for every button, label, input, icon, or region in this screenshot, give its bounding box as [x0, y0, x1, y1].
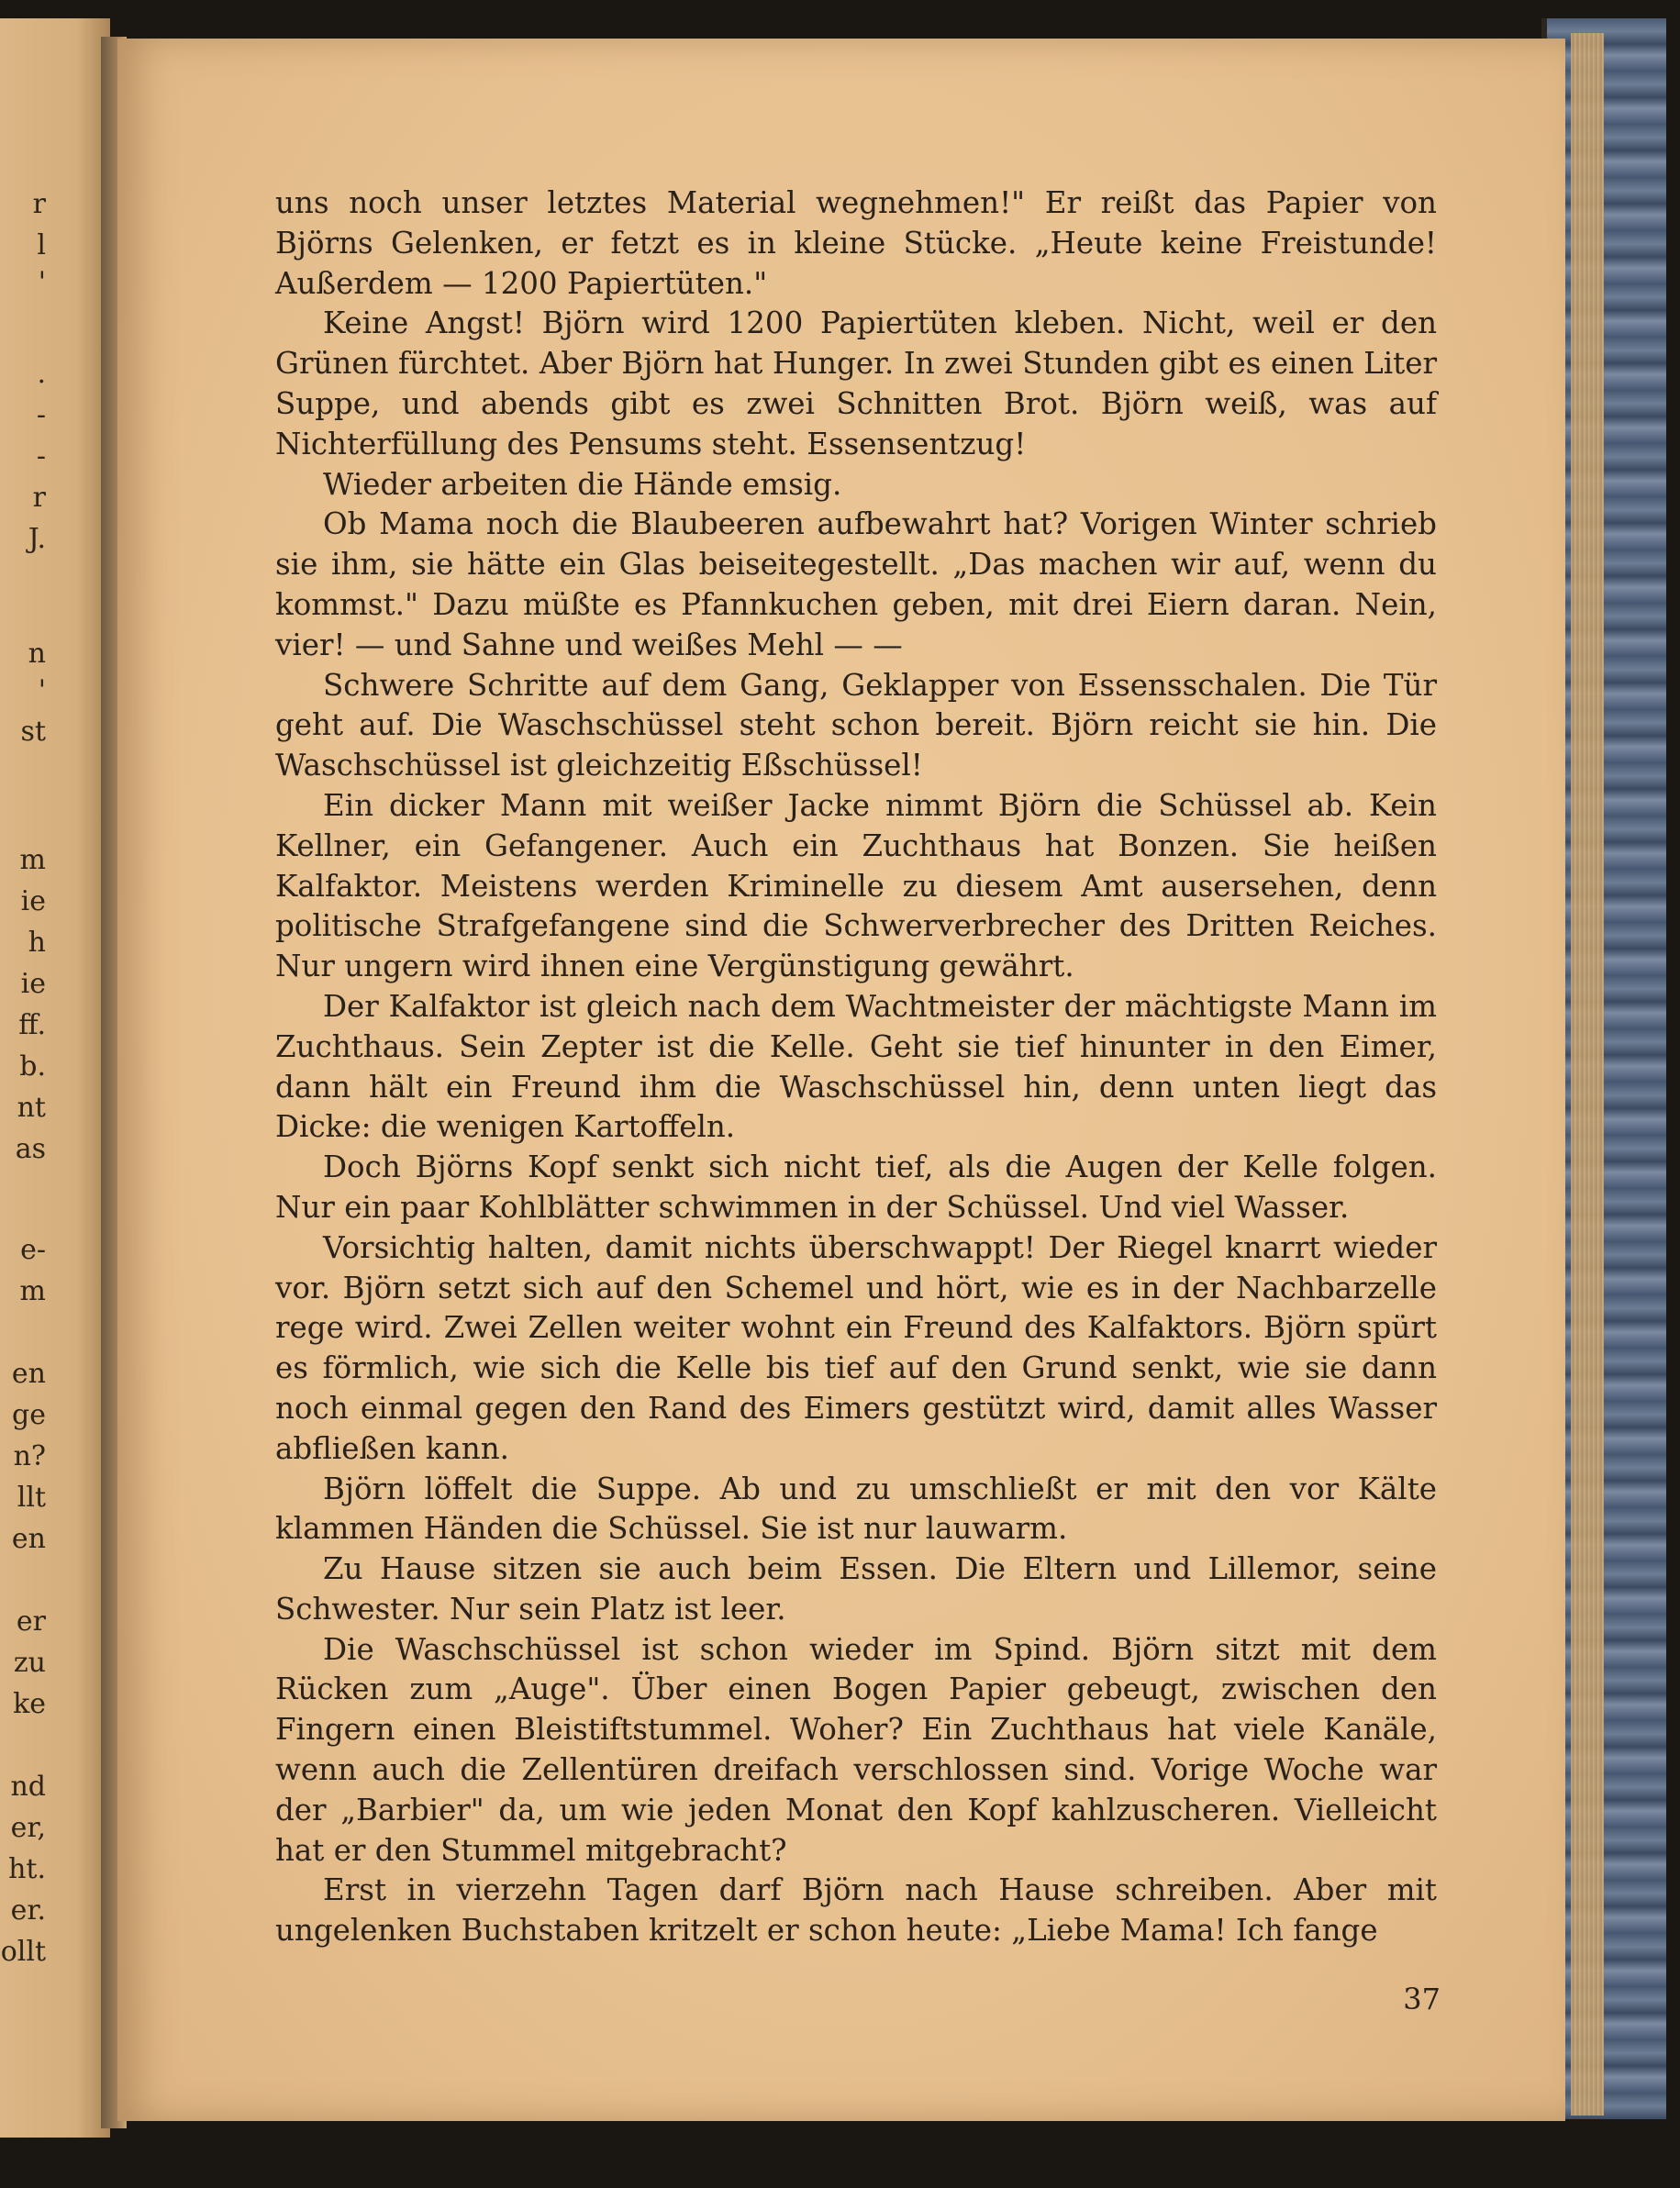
left-page-fragment: -: [36, 440, 46, 472]
page-text: [275, 183, 1437, 1951]
left-page-fragment: as: [15, 1133, 46, 1165]
left-page-fragment: en: [11, 1358, 46, 1390]
left-page-fragment: n?: [13, 1440, 46, 1472]
paragraph: Ein dicker Mann mit weißer Jacke nimmt Björn die Schüssel ab. Kein Kellner, ein Gefangener. Auch ein Zuchthaus hat Bonzen. Sie heißen Kalfaktor. Meistens werden Kriminelle zu diesem Amt ausersehen, denn politische Strafgefangene sind die Schwerverbrecher des Dritten Reiches. Nur ungern wird ihnen eine Vergünstigung gewährt.: [275, 787, 1437, 984]
left-page-fragment: ollt: [0, 1936, 46, 1968]
left-page-fragment: h: [28, 927, 46, 959]
paragraph: Die Waschschüssel ist schon wieder im Spind. Björn sitzt mit dem Rücken zum „Auge". Über einen Bogen Papier gebeugt, zwischen den Fingern einen Bleistiftstummel. Woher? Ein Zuchthaus hat viele Kanäle, wenn auch die Zellentüren dreifach verschlossen sind. Vorige Woche war der „Barbier" da, um wie jeden Monat den Kopf kahlzuscheren. Vielleicht hat er den Stummel mitgebracht?: [275, 1631, 1437, 1868]
paragraph: Doch Björns Kopf senkt sich nicht tief, als die Augen der Kelle folgen. Nur ein paar Kohlblätter schwimmen in der Schüssel. Und viel Wasser.: [275, 1150, 1437, 1225]
left-page-fragment: ie: [20, 885, 46, 917]
left-page-fragment: e-: [20, 1234, 46, 1266]
left-page-fragment: ie: [20, 968, 46, 1000]
left-page-fragment: l: [37, 229, 46, 261]
paragraph: Der Kalfaktor ist gleich nach dem Wachtmeister der mächtigste Mann im Zuchthaus. Sein Zepter ist die Kelle. Geht sie tief hinunter in den Eimer, dann hält ein Freund ihm die Waschschüssel hin, denn unten liegt das Dicke: die wenigen Kartoffeln.: [275, 988, 1437, 1145]
paragraph: Zu Hause sitzen sie auch beim Essen. Die Eltern und Lillemor, seine Schwester. Nur sein Platz ist leer.: [275, 1551, 1437, 1627]
left-page-fragment: m: [19, 844, 46, 876]
paragraph: Keine Angst! Björn wird 1200 Papiertüten kleben. Nicht, weil er den Grünen fürchtet. Aber Björn hat Hunger. In zwei Stunden gibt es einen Liter Suppe, und abends gibt es zwei Schnitten Brot. Björn weiß, was auf Nichterfüllung des Pensums steht. Essensentzug!: [275, 305, 1437, 461]
left-page-fragment: ': [38, 266, 46, 298]
left-page-fragment: er: [16, 1605, 46, 1638]
paragraph: uns noch unser letztes Material wegnehmen!" Er reißt das Papier von Björns Gelenken, er fetzt es in kleine Stücke. „Heute keine Freistunde! Außerdem — 1200 Papiertüten.": [275, 185, 1437, 301]
left-page-fragment: ff.: [18, 1009, 46, 1041]
left-page-fragment: en: [11, 1523, 46, 1555]
left-page-fragment: J.: [28, 523, 46, 555]
paragraph: Björn löffelt die Suppe. Ab und zu umschließt er mit den vor Kälte klammen Händen die Schüssel. Sie ist nur lauwarm.: [275, 1471, 1437, 1547]
page-stack-edge: [1571, 33, 1604, 2116]
left-page: [0, 18, 110, 2138]
left-page-fragment: st: [20, 716, 46, 748]
paragraph: Wieder arbeiten die Hände emsig.: [323, 466, 842, 502]
left-page-fragment: er.: [10, 1894, 46, 1927]
left-page-fragment: r: [32, 188, 46, 220]
left-page-fragment: n: [28, 638, 46, 670]
left-page-fragment: zu: [13, 1647, 46, 1679]
left-page-fragment: ht.: [8, 1853, 46, 1885]
paragraph: Vorsichtig halten, damit nichts überschwappt! Der Riegel knarrt wieder vor. Björn setzt sich auf den Schemel und hört, wie es in der Nachbarzelle rege wird. Zwei Zellen weiter wohnt ein Freund des Kalfaktors. Björn spürt es förmlich, wie sich die Kelle bis tief auf den Grund senkt, wie sie dann noch einmal gegen den Rand des Eimers gestützt wird, damit alles Wasser abfließen kann.: [275, 1229, 1437, 1466]
left-page-fragment: b.: [19, 1050, 46, 1083]
left-page-fragment: m: [19, 1275, 46, 1307]
left-page-fragment: nd: [10, 1771, 46, 1803]
page-number: 37: [1403, 1982, 1441, 2016]
left-page-fragment: er,: [10, 1812, 46, 1844]
left-page-fragment: llt: [17, 1482, 46, 1514]
paragraph: Erst in vierzehn Tagen darf Björn nach Hause schreiben. Aber mit ungelenken Buchstaben kritzelt er schon heute: „Liebe Mama! Ich fange: [275, 1872, 1437, 1949]
left-page-fragment: r: [32, 482, 46, 514]
left-page-fragment: nt: [17, 1092, 46, 1124]
paragraph: Schwere Schritte auf dem Gang, Geklapper von Essensschalen. Die Tür geht auf. Die Waschschüssel steht schon bereit. Björn reicht sie hin. Die Waschschüssel ist gleichzeitig Eßschüssel!: [275, 667, 1437, 783]
left-page-fragment: ': [38, 674, 46, 706]
left-page-fragment: .: [37, 358, 46, 390]
left-page-fragment: ge: [12, 1399, 46, 1431]
paragraph: Ob Mama noch die Blaubeeren aufbewahrt hat? Vorigen Winter schrieb sie ihm, sie hätte ein Glas beiseitegestellt. „Das machen wir auf, wenn du kommst." Dazu müßte es Pfannkuchen geben, mit drei Eiern daran. Nein, vier! — und Sahne und weißes Mehl — —: [275, 506, 1437, 662]
left-page-fragment: -: [36, 399, 46, 431]
left-page-fragment: ke: [13, 1688, 46, 1720]
